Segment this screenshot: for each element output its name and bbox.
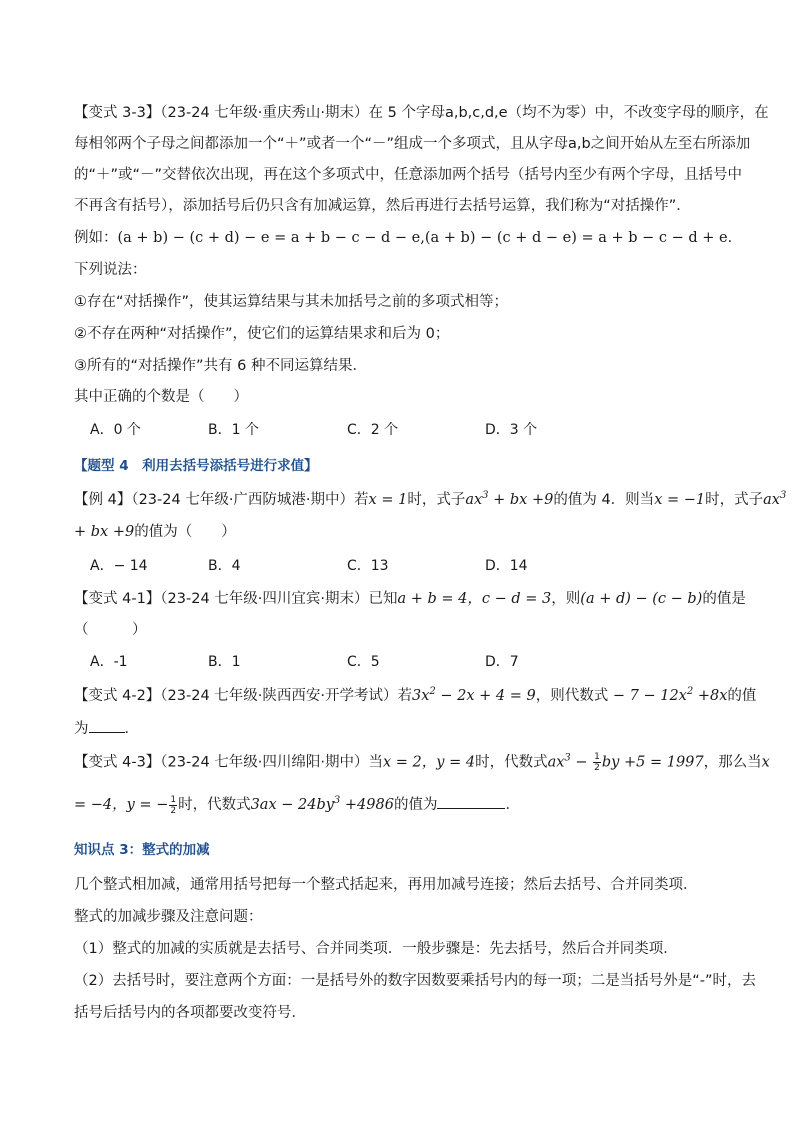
variant-4-2-line-2: 为 ． <box>74 718 139 739</box>
example-4-line-2: + bx +9的值为（ ） <box>74 524 236 540</box>
variant-3-3-intro: 下列说法： <box>74 262 147 278</box>
ex4-option-a: A．− 14 <box>90 558 148 574</box>
answer-blank[interactable] <box>89 718 125 733</box>
variant-3-3-question: 其中正确的个数是（ ） <box>74 389 248 405</box>
variant-4-1-line-2: （ ） <box>74 622 147 638</box>
kp3-paragraph-1: 几个整式相加减，通常用括号把每一个整式括起来，再用加减号连接；然后去括号、合并同类项． <box>74 877 698 893</box>
variant-4-3-line-1: 【变式 4-3】（23-24 七年级·四川绵阳·期中）当x = 2，y = 4时，代数式$ax^3$ − $\frac{1}{2}$ by +5 = 1997，那么当x <box>74 752 770 773</box>
variant-3-3-line-2: 每相邻两个子母之间都添加一个“＋”或者一个“－”组成一个多项式，且从字母a,b之间开始从左至右所添加 <box>74 136 751 152</box>
fraction-one-half-2: $\frac{1}{2}$ <box>170 794 177 816</box>
option-c: C．2 个 <box>347 422 399 438</box>
answer-blank-2[interactable] <box>437 794 505 809</box>
kp3-paragraph-4b: 括号后括号内的各项都要改变符号． <box>74 1005 306 1021</box>
topic-4-title: 【题型 4 利用去括号添括号进行求值】 <box>74 458 318 474</box>
statement-3: ③所有的“对括操作”共有 6 种不同运算结果． <box>74 358 367 374</box>
ex4-option-b: B．4 <box>208 558 241 574</box>
v41-option-d: D．7 <box>485 654 519 670</box>
v41-option-b: B．1 <box>208 654 241 670</box>
kp3-paragraph-3: （1）整式的加减的实质就是去括号、合并同类项．一般步骤是：先去括号，然后合并同类项． <box>74 941 678 957</box>
ex4-option-c: C．13 <box>347 558 389 574</box>
variant-4-1-line-1: 【变式 4-1】（23-24 七年级·四川宜宾·期末）已知a + b = 4，c − d = 3，则(a + d) − (c − b)的值是 <box>74 591 746 607</box>
variant-3-3-example: 例如：(a + b) − (c + d) − e = a + b − c − d − e,(a + b) − (c + d − e) = a + b − c − d + e． <box>74 230 743 246</box>
variant-3-3-line-3: 的“＋”或“－”交替依次出现，再在这个多项式中，任意添加两个括号（括号内至少有两个字母，且括号中 <box>74 167 743 183</box>
v41-option-a: A．-1 <box>90 654 128 670</box>
variant-4-2-line-1: 【变式 4-2】（23-24 七年级·陕西西安·开学考试）若$3x^2 - 2x + 4 = 9$，则代数式 − $7 - 12x^2 +8x$的值 <box>74 686 757 704</box>
knowledge-point-3-title: 知识点 3：整式的加减 <box>74 842 210 858</box>
kp3-paragraph-2: 整式的加减步骤及注意问题： <box>74 909 263 925</box>
kp3-paragraph-4a: （2）去括号时，要注意两个方面：一是括号外的数字因数要乘括号内的每一项；二是当括号外是“-”时，去 <box>74 973 756 989</box>
option-d: D．3 个 <box>485 422 538 438</box>
fraction-one-half: $\frac{1}{2}$ <box>594 752 600 773</box>
example-4-line-1: 【例 4】（23-24 七年级·广西防城港·期中）若x = 1时，式子$ax^3$ + bx +9的值为 4．则当x = −1时，式子$ax^3$ <box>74 490 787 508</box>
variant-4-3-line-2: = −4，y = − $\frac{1}{2}$ 时，代数式$3ax - 24by^3 +4986$的值为 ． <box>74 794 520 816</box>
option-b: B．1 个 <box>208 422 259 438</box>
variant-3-3-line-1: 【变式 3-3】（23-24 七年级·重庆秀山·期末）在 5 个字母a,b,c,d,e（均不为零）中，不改变字母的顺序，在 <box>74 105 769 121</box>
ex4-option-d: D．14 <box>485 558 528 574</box>
v41-option-c: C．5 <box>347 654 380 670</box>
option-a: A．0 个 <box>90 422 141 438</box>
statement-2: ②不存在两种“对括操作”，使它们的运算结果求和后为 0； <box>74 326 450 342</box>
variant-3-3-line-4: 不再含有括号），添加括号后仍只含有加减运算，然后再进行去括号运算，我们称为“对括操作”． <box>74 198 691 214</box>
statement-1: ①存在“对括操作”，使其运算结果与其未加括号之前的多项式相等； <box>74 294 509 310</box>
